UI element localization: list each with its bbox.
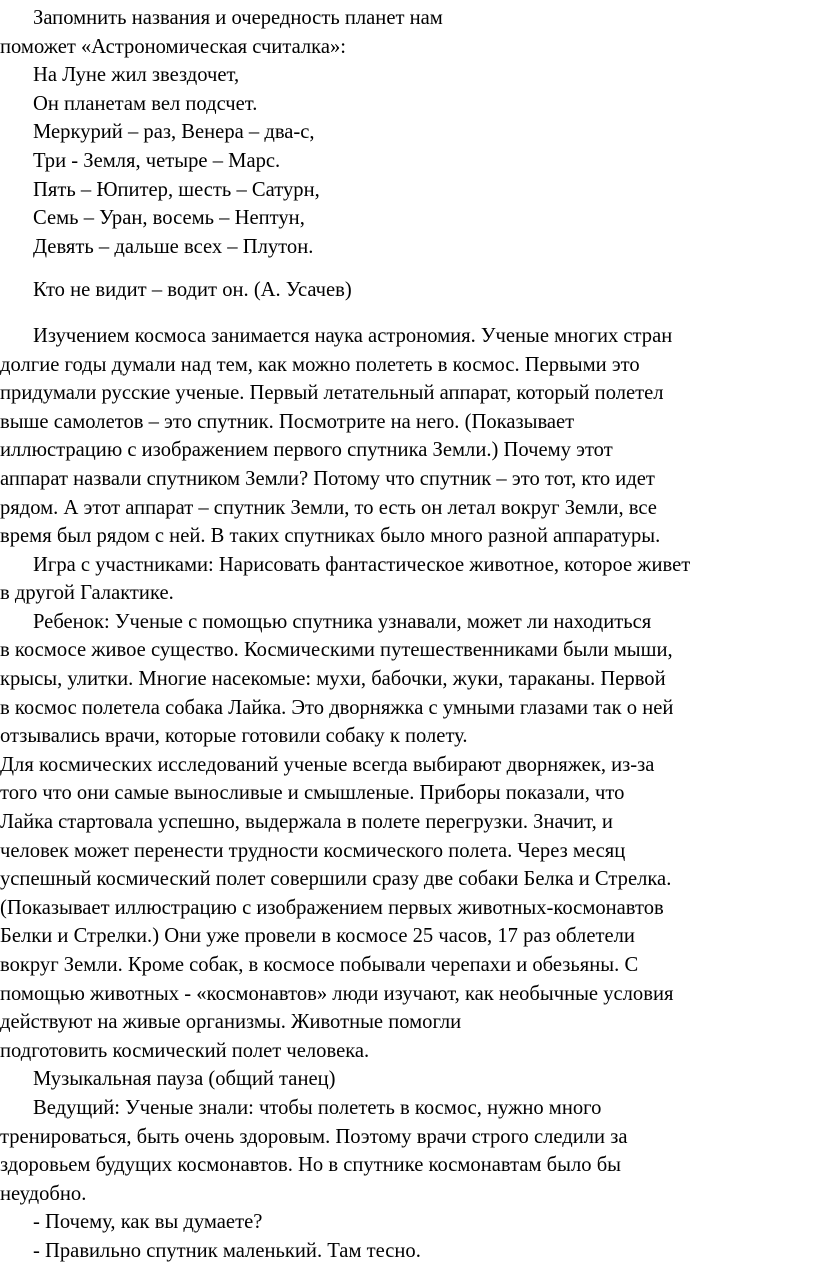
text-line: время был рядом с ней. В таких спутниках было много разной аппаратуры.	[0, 525, 661, 548]
text-line: аппарат назвали спутником Земли? Потому что спутник – это тот, кто идет	[0, 467, 655, 490]
text-line: долгие годы думали над тем, как можно полететь в космос. Первыми это	[0, 353, 640, 376]
dialog-line: - Почему, как вы думаете?	[33, 1211, 263, 1234]
text-line: Изучением космоса занимается наука астрономия. Ученые многих стран	[33, 324, 673, 347]
text-line: выше самолетов – это спутник. Посмотрите на него. (Показывает	[0, 410, 575, 433]
text-line: в космос полетела собака Лайка. Это дворняжка с умными глазами так о ней	[0, 696, 674, 719]
text-line: Белки и Стрелки.) Они уже провели в космосе 25 часов, 17 раз облетели	[0, 925, 635, 948]
text-line: Ребенок: Ученые с помощью спутника узнавали, может ли находиться	[33, 610, 652, 633]
poem-line: Меркурий – раз, Венера – два-с,	[33, 121, 315, 144]
text-line: придумали русские ученые. Первый летательный аппарат, который полетел	[0, 382, 664, 405]
text-line: иллюстрацию с изображением первого спутника Земли.) Почему этот	[0, 439, 613, 462]
text-line: подготовить космический полет человека.	[0, 1039, 370, 1062]
text-line: здоровьем будущих космонавтов. Но в спутнике космонавтам было бы	[0, 1154, 622, 1177]
poem-line: Он планетам вел подсчет.	[33, 92, 258, 115]
text-line: неудобно.	[0, 1182, 87, 1205]
text-line: того что они самые выносливые и смышленые. Приборы показали, что	[0, 782, 625, 805]
text-line: Запомнить названия и очередность планет нам	[33, 7, 443, 29]
poem-line: Три - Земля, четыре – Марс.	[33, 149, 281, 172]
text-line: помощью животных - «космонавтов» люди изучают, как необычные условия	[0, 982, 674, 1005]
text-line: вокруг Земли. Кроме собак, в космосе побывали черепахи и обезьяны. С	[0, 954, 639, 976]
text-line: (Показывает иллюстрацию с изображением первых животных-космонавтов	[0, 896, 664, 919]
poem-line: Кто не видит – водит он. (А. Усачев)	[33, 279, 352, 302]
text-line: действуют на живые организмы. Животные помогли	[0, 1011, 462, 1034]
text-line: отзывались врачи, которые готовили собаку к полету.	[0, 725, 468, 748]
dialog-line: - Правильно спутник маленький. Там тесно.	[33, 1239, 421, 1262]
text-line: Лайка стартовала успешно, выдержала в полете перегрузки. Значит, и	[0, 811, 613, 834]
text-line: Игра с участниками: Нарисовать фантастическое животное, которое живет	[33, 553, 691, 576]
poem-line: Пять – Юпитер, шесть – Сатурн,	[33, 178, 320, 201]
text-line: в другой Галактике.	[0, 582, 174, 605]
text-line: человек может перенести трудности космического полета. Через месяц	[0, 839, 626, 862]
text-line: рядом. А этот аппарат – спутник Земли, то есть он летал вокруг Земли, все	[0, 496, 657, 519]
text-line: Для космических исследований ученые всегда выбирают дворняжек, из-за	[0, 753, 655, 776]
text-line: крысы, улитки. Многие насекомые: мухи, бабочки, жуки, тараканы. Первой	[0, 668, 666, 691]
text-line: тренироваться, быть очень здоровым. Поэтому врачи строго следили за	[0, 1125, 628, 1148]
text-line: успешный космический полет совершили сразу две собаки Белка и Стрелка.	[0, 868, 672, 891]
text-line: в космосе живое существо. Космическими путешественниками были мыши,	[0, 639, 673, 662]
text-line: Музыкальная пауза (общий танец)	[33, 1068, 336, 1091]
poem-line: Семь – Уран, восемь – Нептун,	[33, 207, 305, 230]
text-line: поможет «Астрономическая считалка»:	[0, 35, 347, 58]
text-line: Ведущий: Ученые знали: чтобы полететь в космос, нужно много	[33, 1096, 602, 1119]
poem-line: На Луне жил звездочет,	[33, 64, 240, 87]
poem-line: Девять – дальше всех – Плутон.	[33, 235, 314, 258]
